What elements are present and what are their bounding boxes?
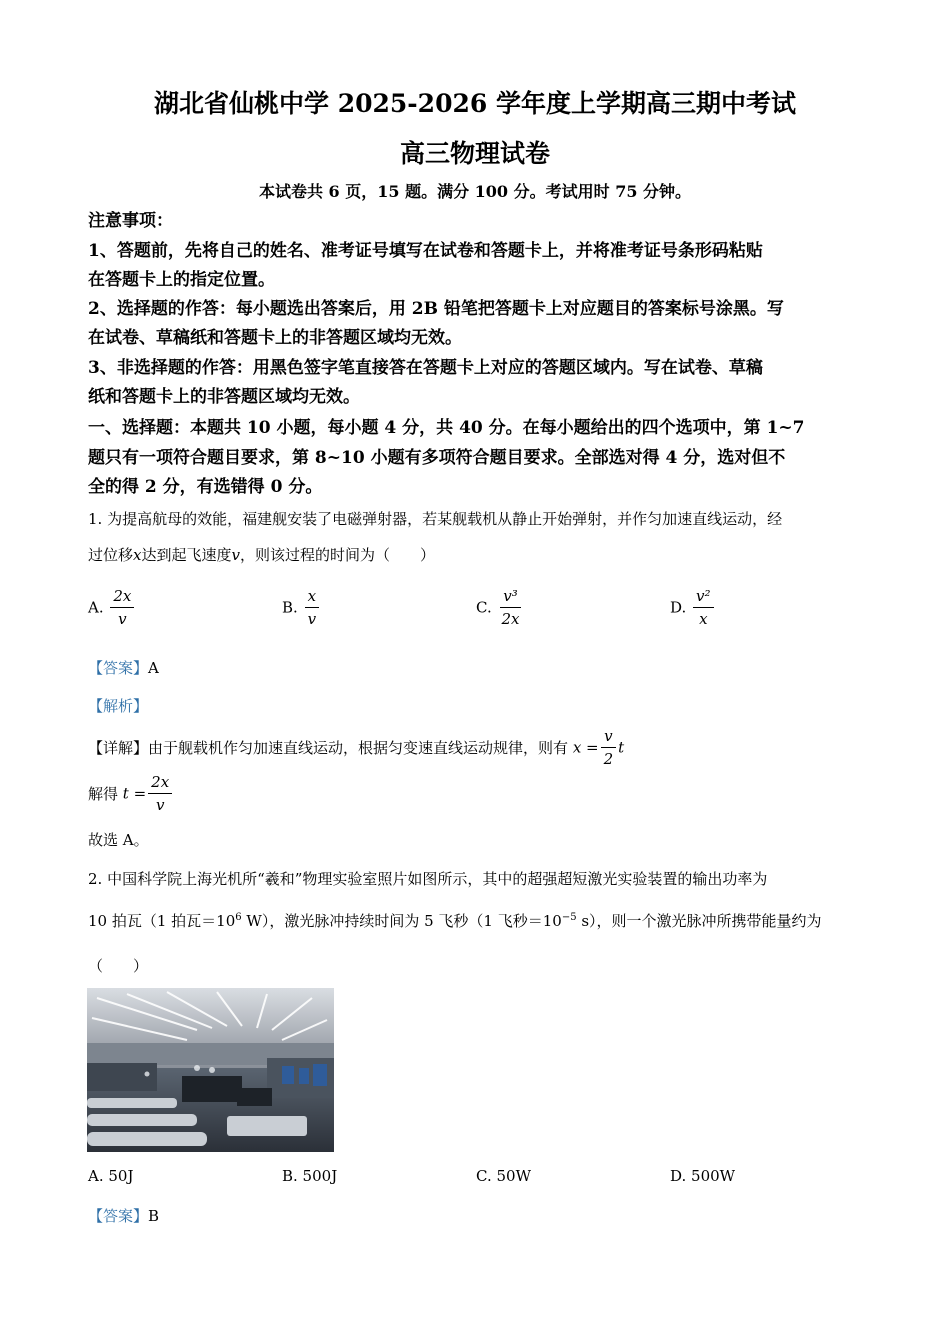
exam-title: 湖北省仙桃中学 2025-2026 学年度上学期高三期中考试 <box>154 89 796 118</box>
q1-var-x: x <box>133 546 142 564</box>
q2-stem-text: 10 拍瓦（1 拍瓦＝10 <box>88 912 236 930</box>
notice-line: 在试卷、草稿纸和答题卡上的非答题区域均无效。 <box>88 328 462 348</box>
exponent: −5 <box>561 912 577 923</box>
notice-line: 纸和答题卡上的非答题区域均无效。 <box>88 387 360 407</box>
q1-option-d <box>670 587 716 628</box>
fraction-den: v <box>155 796 165 814</box>
fraction-den: 2x <box>501 610 520 628</box>
option-label: A. <box>88 598 104 617</box>
q1-conclusion: 故选 A。 <box>88 831 149 849</box>
q1-analysis-tag: 【解析】 <box>88 697 149 715</box>
fraction-den: v <box>118 610 127 628</box>
q1-stem-line2 <box>88 544 435 565</box>
fraction-num: v³ <box>500 587 521 608</box>
q2-stem-text: W），激光脉冲持续时间为 5 飞秒（1 飞秒＝10 <box>241 912 562 930</box>
solve-text: 解得 <box>88 785 119 803</box>
equation-lhs: x = <box>572 738 599 757</box>
fraction-num: 2x <box>148 773 172 794</box>
equation-fraction <box>601 727 617 768</box>
notice-line: 1、答题前，先将自己的姓名、准考证号填写在试卷和答题卡上，并将准考证号条形码粘贴 <box>88 241 763 261</box>
answer-tag: 【答案】 <box>88 659 149 677</box>
fraction-num: x <box>305 587 319 608</box>
option-fraction <box>305 587 319 628</box>
q2-option-c: C. 50W <box>476 1167 531 1185</box>
option-fraction <box>499 587 523 628</box>
section-line: 一、选择题：本题共 10 小题，每小题 4 分，共 40 分。在每小题给出的四个选项中，第 1~7 <box>88 418 805 438</box>
q2-option-a: A. 50J <box>88 1167 134 1185</box>
answer-value: A <box>148 659 159 677</box>
notice-line: 在答题卡上的指定位置。 <box>88 270 275 290</box>
q2-option-b: B. 500J <box>282 1167 338 1185</box>
q1-stem-text: 达到起飞速度 <box>141 546 232 564</box>
q1-var-v: v <box>231 546 240 564</box>
q2-answer <box>88 1205 159 1226</box>
q2-stem-line3: （ ） <box>88 957 149 975</box>
notice-line: 3、非选择题的作答：用黑色签字笔直接答在答题卡上对应的答题区域内。写在试卷、草稿 <box>88 358 763 378</box>
q1-stem-line1: 1. 为提高航母的效能，福建舰安装了电磁弹射器，若某舰载机从静止开始弹射，并作匀加速直线运动，经 <box>88 510 783 528</box>
laboratory-photo <box>87 988 334 1152</box>
q2-stem-line1: 2. 中国科学院上海光机所“羲和”物理实验室照片如图所示，其中的超强超短激光实验装置的输出功率为 <box>88 870 768 888</box>
answer-value: B <box>148 1207 160 1225</box>
option-label: D. <box>670 598 687 617</box>
q1-detail <box>88 727 624 768</box>
detail-tag: 【详解】 <box>88 739 149 757</box>
notice-heading: 注意事项： <box>88 211 173 231</box>
answer-tag: 【答案】 <box>88 1207 149 1225</box>
q1-option-c <box>476 587 525 628</box>
q1-stem-text: ，则该过程的时间为（ ） <box>239 546 435 564</box>
fraction-num: 2x <box>110 587 134 608</box>
exam-subtitle: 高三物理试卷 <box>399 139 550 168</box>
option-label: C. <box>476 598 492 617</box>
fraction-num: v <box>601 727 615 748</box>
q1-option-b <box>282 587 321 628</box>
q1-option-a <box>88 587 136 628</box>
equation-lhs: t = <box>122 784 147 803</box>
fraction-num: v² <box>693 587 714 608</box>
fraction-den: v <box>307 610 317 628</box>
option-fraction <box>693 587 714 628</box>
fraction-den: x <box>699 610 708 628</box>
q2-stem-text: s），则一个激光脉冲所携带能量约为 <box>576 912 822 930</box>
option-label: B. <box>282 598 298 617</box>
q1-answer <box>88 657 159 678</box>
exam-info: 本试卷共 6 页，15 题。满分 100 分。考试用时 75 分钟。 <box>258 182 692 201</box>
q1-stem-text: 过位移 <box>88 546 134 564</box>
q1-solve <box>88 773 174 814</box>
exponent: 6 <box>235 912 242 923</box>
equation-rhs: t <box>618 738 625 757</box>
detail-text: 由于舰载机作匀加速直线运动，根据匀变速直线运动规律，则有 <box>148 739 569 757</box>
fraction-den: 2 <box>603 750 614 768</box>
q2-option-d: D. 500W <box>670 1167 736 1185</box>
option-fraction <box>110 587 134 628</box>
section-line: 全的得 2 分，有选错得 0 分。 <box>88 477 323 497</box>
q2-stem-line2 <box>88 910 822 931</box>
equation-fraction <box>148 773 172 814</box>
section-line: 题只有一项符合题目要求，第 8~10 小题有多项符合题目要求。全部选对得 4 分，选对但不 <box>88 448 786 468</box>
notice-line: 2、选择题的作答：每小题选出答案后，用 2B 铅笔把答题卡上对应题目的答案标号涂黑。写 <box>88 299 784 319</box>
